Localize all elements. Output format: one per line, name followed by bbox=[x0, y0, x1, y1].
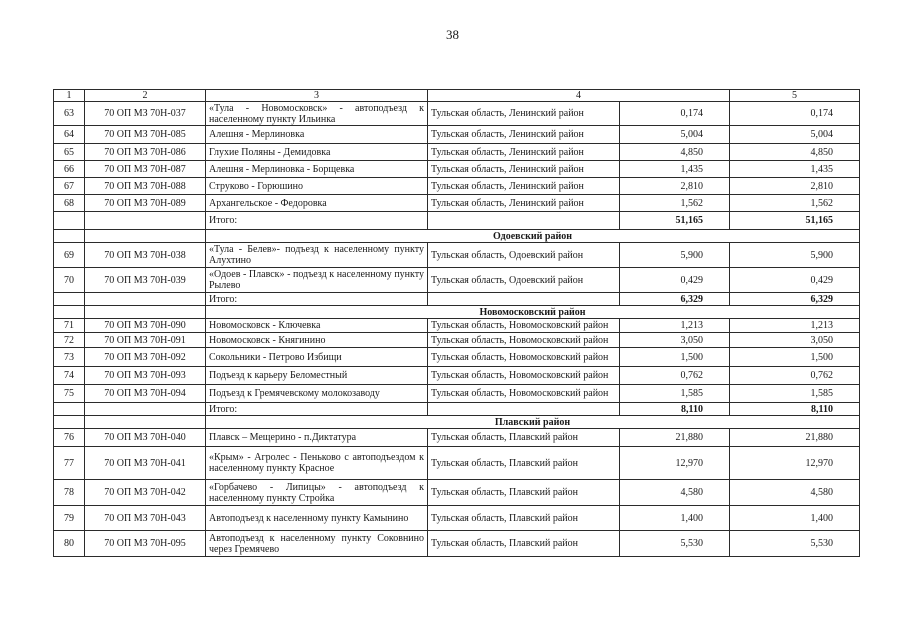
total-length: 8,110 bbox=[620, 403, 730, 416]
road-length-total: 1,400 bbox=[730, 506, 860, 531]
empty-cell bbox=[54, 230, 85, 243]
road-code: 70 ОП МЗ 70Н-039 bbox=[85, 268, 206, 293]
road-name: Автоподъезд к населенному пункту Соковнино через Гремячево bbox=[206, 531, 428, 557]
road-length-total: 21,880 bbox=[730, 429, 860, 447]
row-number: 67 bbox=[54, 178, 85, 195]
road-length: 1,400 bbox=[620, 506, 730, 531]
road-length: 3,050 bbox=[620, 333, 730, 348]
empty-cell bbox=[54, 403, 85, 416]
road-location: Тульская область, Новомосковский район bbox=[428, 367, 620, 385]
road-length: 4,580 bbox=[620, 480, 730, 506]
row-number: 70 bbox=[54, 268, 85, 293]
empty-cell bbox=[428, 212, 620, 230]
road-code: 70 ОП МЗ 70Н-040 bbox=[85, 429, 206, 447]
road-length: 1,562 bbox=[620, 195, 730, 212]
road-code: 70 ОП МЗ 70Н-085 bbox=[85, 126, 206, 144]
total-length: 6,329 bbox=[620, 293, 730, 306]
road-code: 70 ОП МЗ 70Н-095 bbox=[85, 531, 206, 557]
empty-cell bbox=[428, 293, 620, 306]
row-number: 69 bbox=[54, 243, 85, 268]
header-col-3: 3 bbox=[206, 90, 428, 102]
table-row bbox=[54, 268, 860, 293]
road-location: Тульская область, Ленинский район bbox=[428, 102, 620, 126]
total-length-sum: 8,110 bbox=[730, 403, 860, 416]
road-length-total: 0,762 bbox=[730, 367, 860, 385]
table-row bbox=[54, 480, 860, 506]
table-row bbox=[54, 243, 860, 268]
road-name: «Горбачево - Липицы» - автоподъезд к населенному пункту Стройка bbox=[206, 480, 428, 506]
road-name: Сокольники - Петрово Избищи bbox=[206, 348, 428, 367]
table-row bbox=[54, 144, 860, 161]
road-location: Тульская область, Одоевский район bbox=[428, 243, 620, 268]
road-length: 0,174 bbox=[620, 102, 730, 126]
road-location: Тульская область, Ленинский район bbox=[428, 195, 620, 212]
road-length-total: 4,850 bbox=[730, 144, 860, 161]
road-code: 70 ОП МЗ 70Н-037 bbox=[85, 102, 206, 126]
road-code: 70 ОП МЗ 70Н-088 bbox=[85, 178, 206, 195]
road-location: Тульская область, Плавский район bbox=[428, 531, 620, 557]
road-length: 12,970 bbox=[620, 447, 730, 480]
road-name: Автоподъезд к населенному пункту Камынино bbox=[206, 506, 428, 531]
empty-cell bbox=[54, 212, 85, 230]
road-location: Тульская область, Новомосковский район bbox=[428, 385, 620, 403]
road-location: Тульская область, Плавский район bbox=[428, 506, 620, 531]
empty-cell bbox=[85, 306, 206, 319]
table-row bbox=[54, 385, 860, 403]
road-length: 0,762 bbox=[620, 367, 730, 385]
table-row bbox=[54, 161, 860, 178]
road-name: Подъезд к карьеру Беломестный bbox=[206, 367, 428, 385]
road-length-total: 1,213 bbox=[730, 319, 860, 333]
empty-cell bbox=[54, 306, 85, 319]
district-title: Новомосковский район bbox=[206, 306, 860, 319]
district-title: Одоевский район bbox=[206, 230, 860, 243]
road-name: Алешня - Мерлиновка bbox=[206, 126, 428, 144]
road-code: 70 ОП МЗ 70Н-092 bbox=[85, 348, 206, 367]
road-length-total: 2,810 bbox=[730, 178, 860, 195]
table-row bbox=[54, 195, 860, 212]
road-code: 70 ОП МЗ 70Н-094 bbox=[85, 385, 206, 403]
road-name: Глухие Поляны - Демидовка bbox=[206, 144, 428, 161]
road-length: 5,004 bbox=[620, 126, 730, 144]
empty-cell bbox=[54, 293, 85, 306]
row-number: 74 bbox=[54, 367, 85, 385]
row-number: 66 bbox=[54, 161, 85, 178]
total-row bbox=[54, 212, 860, 230]
total-label: Итого: bbox=[206, 293, 428, 306]
road-length: 1,213 bbox=[620, 319, 730, 333]
total-label: Итого: bbox=[206, 403, 428, 416]
road-length: 5,900 bbox=[620, 243, 730, 268]
roads-table bbox=[53, 89, 860, 557]
roads-table-body bbox=[54, 90, 860, 557]
road-code: 70 ОП МЗ 70Н-086 bbox=[85, 144, 206, 161]
road-name: Подъезд к Гремячевскому молокозаводу bbox=[206, 385, 428, 403]
table-row bbox=[54, 319, 860, 333]
road-code: 70 ОП МЗ 70Н-038 bbox=[85, 243, 206, 268]
total-label: Итого: bbox=[206, 212, 428, 230]
row-number: 72 bbox=[54, 333, 85, 348]
road-name: «Тула - Белев»- подъезд к населенному пункту Алухтино bbox=[206, 243, 428, 268]
road-code: 70 ОП МЗ 70Н-041 bbox=[85, 447, 206, 480]
table-row bbox=[54, 429, 860, 447]
road-length-total: 5,530 bbox=[730, 531, 860, 557]
empty-cell bbox=[85, 293, 206, 306]
table-row bbox=[54, 333, 860, 348]
table-row bbox=[54, 447, 860, 480]
header-col-4: 4 bbox=[428, 90, 730, 102]
header-col-2: 2 bbox=[85, 90, 206, 102]
road-length: 21,880 bbox=[620, 429, 730, 447]
header-col-5: 5 bbox=[730, 90, 860, 102]
table-row bbox=[54, 531, 860, 557]
district-title: Плавский район bbox=[206, 416, 860, 429]
row-number: 75 bbox=[54, 385, 85, 403]
page-number: 38 bbox=[446, 27, 459, 42]
road-length: 1,435 bbox=[620, 161, 730, 178]
row-number: 68 bbox=[54, 195, 85, 212]
road-location: Тульская область, Плавский район bbox=[428, 480, 620, 506]
road-length-total: 5,004 bbox=[730, 126, 860, 144]
road-location: Тульская область, Ленинский район bbox=[428, 126, 620, 144]
header-col-1: 1 bbox=[54, 90, 85, 102]
total-length-sum: 6,329 bbox=[730, 293, 860, 306]
road-name: «Крым» - Агролес - Пеньково с автоподъездом к населенному пункту Красное bbox=[206, 447, 428, 480]
row-number: 65 bbox=[54, 144, 85, 161]
road-code: 70 ОП МЗ 70Н-042 bbox=[85, 480, 206, 506]
road-name: «Одоев - Плавск» - подъезд к населенному пункту Рылево bbox=[206, 268, 428, 293]
header-row bbox=[54, 90, 860, 102]
total-length-sum: 51,165 bbox=[730, 212, 860, 230]
road-length: 5,530 bbox=[620, 531, 730, 557]
road-length-total: 1,585 bbox=[730, 385, 860, 403]
road-name: Струково - Горюшино bbox=[206, 178, 428, 195]
table-row bbox=[54, 506, 860, 531]
road-name: Плавск – Мещерино - п.Диктатура bbox=[206, 429, 428, 447]
road-location: Тульская область, Одоевский район bbox=[428, 268, 620, 293]
road-code: 70 ОП МЗ 70Н-091 bbox=[85, 333, 206, 348]
road-length-total: 0,429 bbox=[730, 268, 860, 293]
district-row bbox=[54, 306, 860, 319]
row-number: 80 bbox=[54, 531, 85, 557]
road-length: 4,850 bbox=[620, 144, 730, 161]
table-row bbox=[54, 178, 860, 195]
table-row bbox=[54, 367, 860, 385]
road-length-total: 1,435 bbox=[730, 161, 860, 178]
total-row bbox=[54, 293, 860, 306]
road-length-total: 1,500 bbox=[730, 348, 860, 367]
road-name: «Тула - Новомосковск» - автоподъезд к населенному пункту Ильинка bbox=[206, 102, 428, 126]
row-number: 64 bbox=[54, 126, 85, 144]
row-number: 76 bbox=[54, 429, 85, 447]
road-name: Новомосковск - Ключевка bbox=[206, 319, 428, 333]
table-row bbox=[54, 126, 860, 144]
road-code: 70 ОП МЗ 70Н-089 bbox=[85, 195, 206, 212]
road-length: 0,429 bbox=[620, 268, 730, 293]
road-code: 70 ОП МЗ 70Н-043 bbox=[85, 506, 206, 531]
road-location: Тульская область, Новомосковский район bbox=[428, 333, 620, 348]
total-length: 51,165 bbox=[620, 212, 730, 230]
road-length: 1,500 bbox=[620, 348, 730, 367]
empty-cell bbox=[54, 416, 85, 429]
row-number: 71 bbox=[54, 319, 85, 333]
total-row bbox=[54, 403, 860, 416]
road-length: 1,585 bbox=[620, 385, 730, 403]
road-length-total: 5,900 bbox=[730, 243, 860, 268]
table-row bbox=[54, 348, 860, 367]
empty-cell bbox=[85, 212, 206, 230]
road-location: Тульская область, Новомосковский район bbox=[428, 319, 620, 333]
road-location: Тульская область, Новомосковский район bbox=[428, 348, 620, 367]
row-number: 73 bbox=[54, 348, 85, 367]
empty-cell bbox=[85, 416, 206, 429]
road-location: Тульская область, Плавский район bbox=[428, 429, 620, 447]
empty-cell bbox=[85, 403, 206, 416]
road-length-total: 12,970 bbox=[730, 447, 860, 480]
row-number: 63 bbox=[54, 102, 85, 126]
road-code: 70 ОП МЗ 70Н-087 bbox=[85, 161, 206, 178]
road-length: 2,810 bbox=[620, 178, 730, 195]
road-name: Алешня - Мерлиновка - Борщевка bbox=[206, 161, 428, 178]
road-length-total: 1,562 bbox=[730, 195, 860, 212]
road-name: Архангельское - Федоровка bbox=[206, 195, 428, 212]
row-number: 78 bbox=[54, 480, 85, 506]
district-row bbox=[54, 416, 860, 429]
road-code: 70 ОП МЗ 70Н-093 bbox=[85, 367, 206, 385]
table-row bbox=[54, 102, 860, 126]
road-location: Тульская область, Ленинский район bbox=[428, 161, 620, 178]
road-length-total: 3,050 bbox=[730, 333, 860, 348]
road-location: Тульская область, Ленинский район bbox=[428, 144, 620, 161]
road-code: 70 ОП МЗ 70Н-090 bbox=[85, 319, 206, 333]
empty-cell bbox=[428, 403, 620, 416]
road-length-total: 0,174 bbox=[730, 102, 860, 126]
road-location: Тульская область, Ленинский район bbox=[428, 178, 620, 195]
empty-cell bbox=[85, 230, 206, 243]
district-row bbox=[54, 230, 860, 243]
road-location: Тульская область, Плавский район bbox=[428, 447, 620, 480]
road-length-total: 4,580 bbox=[730, 480, 860, 506]
road-name: Новомосковск - Княгинино bbox=[206, 333, 428, 348]
row-number: 77 bbox=[54, 447, 85, 480]
row-number: 79 bbox=[54, 506, 85, 531]
